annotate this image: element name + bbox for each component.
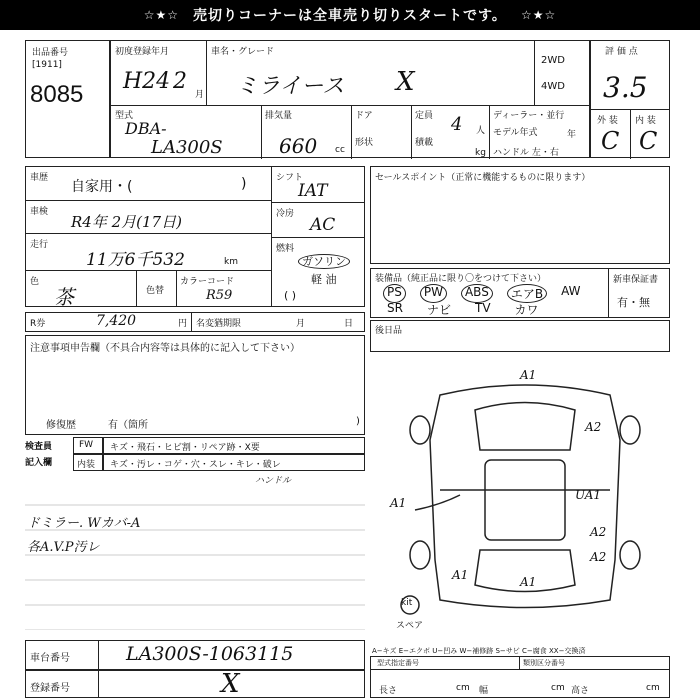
shift-value: IAT xyxy=(298,181,328,201)
capacity-label: 定員 xyxy=(415,111,434,121)
fuel-label: 燃料 xyxy=(276,244,295,254)
note-line1: ドミラー. Wカバ-A xyxy=(27,516,141,531)
car-diagram xyxy=(380,360,670,640)
mark-a2-right: A2 xyxy=(585,420,602,434)
later-items-box xyxy=(370,320,670,352)
person-unit: 人 xyxy=(476,126,486,136)
model-prefix: DBA- xyxy=(125,119,167,138)
first-reg-month: 2 xyxy=(173,69,187,94)
load-label: 積載 xyxy=(415,138,434,148)
equip-ps: PS xyxy=(383,284,406,303)
length-unit: cm xyxy=(456,683,470,693)
history-box: 車歴 自家用・( ) 車検 R4年 2月(17日) 走行 11万6千532 km 色 茶 色替 カラーコード R59 シフト IAT 冷房 AC 燃料 ガソリン 軽 油 ( ) xyxy=(25,166,365,307)
equip-navi: ナビ xyxy=(426,303,451,317)
mark-a2-rear: A2 xyxy=(590,550,607,564)
equip-airbag: エアB xyxy=(507,284,547,303)
length-label: 長さ xyxy=(379,686,398,696)
inspection-label: 車検 xyxy=(30,207,49,217)
first-reg-year: H24 xyxy=(123,69,171,94)
deadline-month: 月 xyxy=(296,319,306,329)
registration-box xyxy=(25,670,365,698)
color-value: 茶 xyxy=(54,285,74,309)
recycle-box xyxy=(25,312,365,332)
lined-notes-area xyxy=(25,480,365,630)
class-label: 類別区分番号 xyxy=(523,659,565,667)
capacity: 4 xyxy=(451,114,463,135)
equipment-label: 装備品（純正品に限り〇をつけて下さい） xyxy=(375,274,547,284)
fw-items: キズ・飛石・ヒビ割・リペア跡・X要 xyxy=(110,443,260,453)
note-line2: 各A.V.P汚レ xyxy=(27,540,100,555)
score: 3.5 xyxy=(603,71,648,104)
fuel-value xyxy=(298,253,350,269)
cc-unit: cc xyxy=(335,145,345,155)
sale-banner xyxy=(0,0,700,30)
score-box xyxy=(590,40,670,158)
equip-tv: TV xyxy=(474,301,491,315)
notes-box: 注意事項申告欄（不具合内容等は具体的に記入して下さい） 修復歴 有（箇所 ) xyxy=(25,335,365,435)
width-label: 幅 xyxy=(479,686,489,696)
ac-value: AC xyxy=(310,215,336,235)
lot-number: 8085 xyxy=(30,81,84,108)
lot-sub: [1911] xyxy=(32,60,62,70)
score-label: 評 価 点 xyxy=(605,47,638,57)
color-label: 色 xyxy=(30,277,40,287)
recycle-value: 7,420 xyxy=(96,313,137,329)
spare-label: スペア xyxy=(396,621,424,631)
repair-label: 修復歴 xyxy=(46,420,76,431)
handle-label: ハンドル 左・右 xyxy=(493,148,559,158)
shape-label: 形状 xyxy=(355,138,374,148)
displacement-label: 排気量 xyxy=(265,111,293,121)
ext-label: 外 装 xyxy=(597,116,618,126)
notes-label: 注意事項申告欄（不具合内容等は具体的に記入して下さい） xyxy=(30,343,300,354)
banner-text: 売切りコーナーは全車売り切りスタートです。 xyxy=(193,8,507,24)
form-label: 型式指定番号 xyxy=(377,659,419,667)
height-label: 高さ xyxy=(571,686,590,696)
history-label: 車歴 xyxy=(30,173,49,183)
chassis-value: LA300S-1063115 xyxy=(126,643,294,665)
car-name-label: 車名・グレード xyxy=(211,47,275,57)
mark-a1-rear: A1 xyxy=(520,575,537,589)
inspector-label1: 検査員 xyxy=(25,442,53,452)
banner-stars-right: ☆★☆ xyxy=(520,8,557,22)
fuel-paren: ( ) xyxy=(284,289,297,302)
spare-kit: kit xyxy=(401,598,413,608)
kg-unit: kg xyxy=(475,148,486,158)
handle-note: ハンドル xyxy=(255,476,292,486)
vehicle-info-box xyxy=(110,40,590,158)
note-lines xyxy=(25,480,365,630)
dealer-label: ディーラー・並行 xyxy=(493,111,565,121)
ac-label: 冷房 xyxy=(276,209,295,219)
km-unit: km xyxy=(224,257,238,267)
width-unit: cm xyxy=(551,683,565,693)
first-reg-label: 初度登録年月 xyxy=(115,47,170,57)
fuel-circle: ガソリン xyxy=(298,254,350,269)
sales-point-box xyxy=(370,166,670,264)
model-code: LA300S xyxy=(151,137,223,158)
inspection-value: R4年 2月(17日) xyxy=(71,213,182,231)
model-year-label: モデル年式 xyxy=(493,128,538,138)
model-label: 型式 xyxy=(115,111,134,121)
lot-box xyxy=(25,40,110,158)
registration-value: X xyxy=(221,669,240,699)
sales-point-label: セールスポイント（正常に機能するものに限ります） xyxy=(375,173,591,183)
deadline-label: 名変猶期限 xyxy=(196,319,242,329)
equipment-row2 xyxy=(387,301,539,318)
chassis-label: 車台番号 xyxy=(30,653,70,664)
mark-ua1: UA1 xyxy=(575,488,602,502)
equipment-box xyxy=(370,268,670,318)
equip-aw: AW xyxy=(561,284,581,298)
chassis-box xyxy=(25,640,365,670)
car-name: ミライース xyxy=(236,74,345,99)
displacement: 660 xyxy=(279,134,318,158)
mark-a2-rear-right: A2 xyxy=(590,525,607,539)
height-unit: cm xyxy=(646,683,660,693)
fuel-alt: 軽 油 xyxy=(311,273,337,286)
mark-a1-top: A1 xyxy=(520,368,537,382)
year-unit: 年 xyxy=(567,130,577,140)
repair-value: 有（箇所 xyxy=(108,420,148,431)
equip-pw: PW xyxy=(420,284,447,303)
ext-grade: C xyxy=(601,127,620,155)
color-code: R59 xyxy=(206,288,233,303)
equip-abs: ABS xyxy=(461,284,493,303)
interior-label: 内装 xyxy=(77,460,96,470)
grade: X xyxy=(396,67,415,97)
shift-label: シフト xyxy=(276,173,304,183)
color-change-label: 色替 xyxy=(146,286,165,296)
yen-unit: 円 xyxy=(178,319,188,329)
inspector-section xyxy=(25,437,365,486)
fw-label: FW xyxy=(79,440,94,450)
history-value: 自家用・( xyxy=(71,179,133,195)
drive-4wd: 4WD xyxy=(541,81,565,92)
mileage-value: 11万6千532 xyxy=(86,250,185,270)
interior-items: キズ・汚レ・コゲ・穴・スレ・キレ・破レ xyxy=(110,460,281,470)
drive-2wd: 2WD xyxy=(541,55,565,66)
warranty-label: 新車保証書 xyxy=(613,275,659,285)
inspector-label2: 記入欄 xyxy=(25,458,53,468)
banner-stars-left: ☆★☆ xyxy=(143,8,180,22)
warranty-value: 有・無 xyxy=(617,296,650,309)
int-grade: C xyxy=(639,127,658,155)
equip-leather: カワ xyxy=(514,303,539,317)
deadline-day: 日 xyxy=(344,319,354,329)
equip-sr: SR xyxy=(387,301,403,315)
color-code-label: カラーコード xyxy=(180,277,235,287)
damage-legend: A−キズ E−エクボ U−凹み W−補修跡 S−サビ C−腐食 XX−交換済 xyxy=(372,647,586,655)
registration-label: 登録番号 xyxy=(30,683,70,694)
spec-box xyxy=(370,656,670,698)
mark-a1-rear-left: A1 xyxy=(452,568,469,582)
mileage-label: 走行 xyxy=(30,240,49,250)
int-label: 内 装 xyxy=(635,116,656,126)
month-unit: 月 xyxy=(195,90,205,100)
lot-label: 出品番号 xyxy=(32,48,69,58)
mark-a1-left: A1 xyxy=(390,496,407,510)
later-items-label: 後日品 xyxy=(375,326,403,336)
recycle-label: R券 xyxy=(30,319,46,329)
door-label: ドア xyxy=(355,111,373,121)
